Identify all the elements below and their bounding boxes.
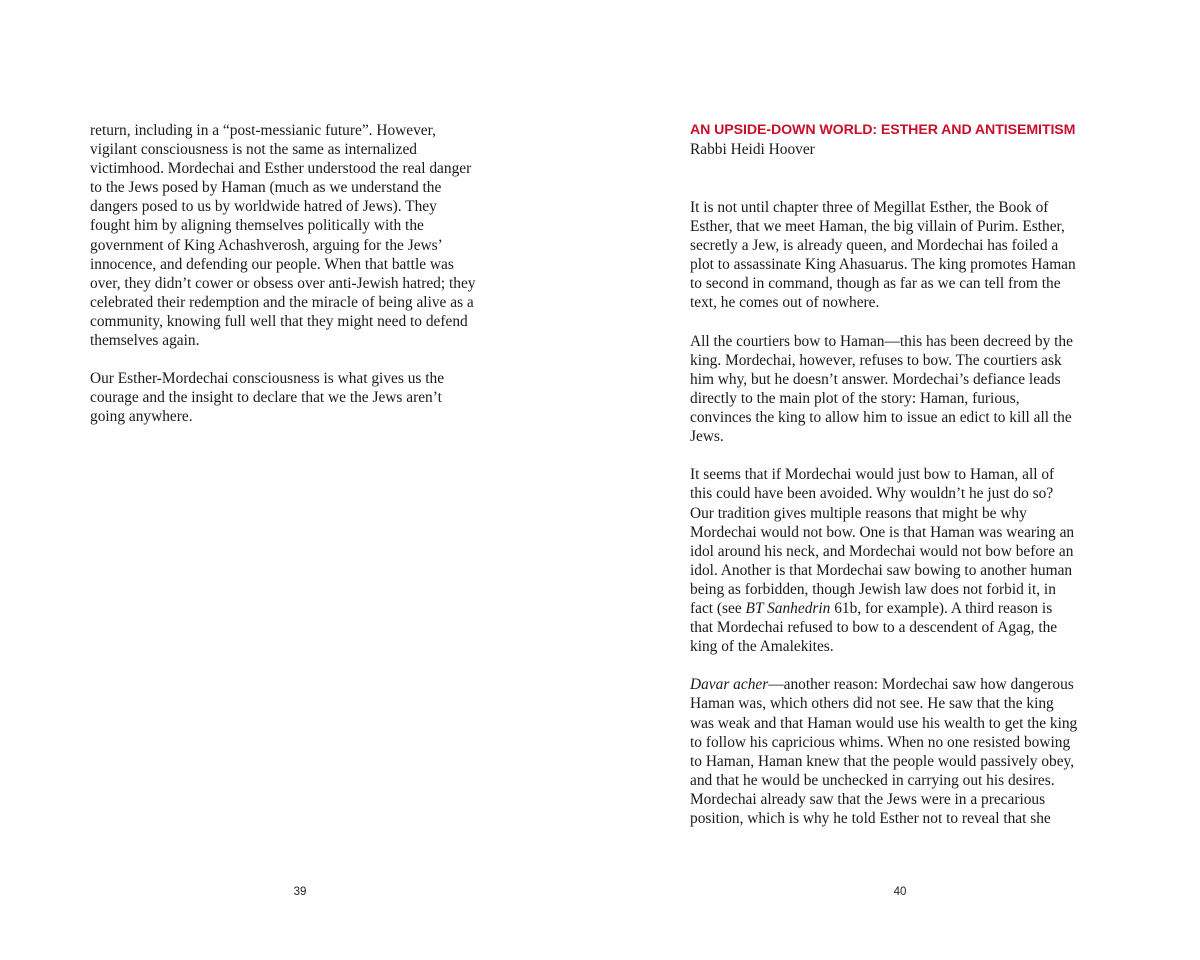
text-line: idol around his neck, and Mordechai would not bow before an: [690, 542, 1074, 560]
text-line: community, knowing full well that they might need to defend: [90, 312, 468, 330]
text-line: government of King Achashverosh, arguing for the Jews’: [90, 236, 443, 254]
text-line: innocence, and defending our people. When that battle was: [90, 255, 454, 273]
text-line: Our Esther-Mordechai consciousness is what gives us the: [90, 370, 445, 388]
left-paragraph-1: [90, 121, 520, 350]
citation-italic: BT Sanhedrin: [745, 599, 831, 617]
text-line: Haman was, which others did not see. He saw that the king: [690, 695, 1054, 713]
text-line: fought him by aligning themselves politically with the: [90, 217, 424, 235]
italic-term: Davar acher: [690, 676, 769, 694]
text-run: —another reason: Mordechai saw how dangerous: [768, 676, 1074, 694]
text-line: themselves again.: [90, 332, 200, 350]
text-line: Mordechai would not bow. One is that Haman was wearing an: [690, 523, 1075, 541]
text-line: Mordechai already saw that the Jews were in a precarious: [690, 790, 1046, 808]
text-run: 61b, for example). A third reason is: [830, 599, 1053, 617]
text-line: dangers posed to us by worldwide hatred of Jews). They: [90, 198, 437, 216]
text-line: celebrated their redemption and the miracle of being alive as a: [90, 293, 474, 311]
text-line-with-italic-term: [690, 675, 1120, 694]
text-line: idol. Another is that Mordechai saw bowing to another human: [690, 561, 1073, 579]
text-line: vigilant consciousness is not the same as internalized: [90, 141, 417, 159]
text-line: to Haman, Haman knew that the people would passively obey,: [690, 752, 1075, 770]
text-line: directly to the main plot of the story: Haman, furious,: [690, 389, 1020, 407]
text-line: courage and the insight to declare that we the Jews aren’t: [90, 389, 442, 407]
text-line: secretly a Jew, is already queen, and Mordechai has foiled a: [690, 237, 1059, 255]
right-page-body: [690, 198, 1120, 828]
text-line: It seems that if Mordechai would just bow to Haman, all of: [690, 466, 1055, 484]
text-line: All the courtiers bow to Haman—this has been decreed by the: [690, 332, 1073, 350]
text-line: and that he would be unchecked in carrying out his desires.: [690, 771, 1055, 789]
text-line: text, he comes out of nowhere.: [690, 294, 880, 312]
text-line: Esther, that we meet Haman, the big villain of Purim. Esther,: [690, 218, 1065, 236]
right-page: [600, 0, 1200, 960]
text-line: was weak and that Haman would use his wealth to get the king: [690, 714, 1078, 732]
page-number-right: 40: [893, 886, 907, 898]
article-author: Rabbi Heidi Hoover: [690, 141, 815, 159]
text-line: him why, but he doesn’t answer. Mordechai’s defiance leads: [690, 370, 1061, 388]
text-line: plot to assassinate King Ahasuarus. The king promotes Haman: [690, 256, 1076, 274]
text-line: to follow his capricious whims. When no one resisted bowing: [690, 733, 1071, 751]
left-page-body: [90, 121, 520, 427]
text-line: It is not until chapter three of Megillat Esther, the Book of: [690, 199, 1049, 216]
text-line: this could have been avoided. Why wouldn’t he just do so?: [690, 485, 1054, 503]
text-line: to second in command, though as far as we can tell from the: [690, 275, 1061, 293]
text-line: that Mordechai refused to bow to a descendent of Agag, the: [690, 619, 1058, 637]
text-line-with-citation: [690, 599, 1120, 618]
text-line: return, including in a “post-messianic future”. However,: [90, 122, 436, 139]
text-line: king. Mordechai, however, refuses to bow. The courtiers ask: [690, 351, 1062, 369]
article-title: AN UPSIDE-DOWN WORLD: ESTHER AND ANTISEMITISM: [690, 122, 1076, 138]
right-paragraph-3: [690, 465, 1120, 656]
text-line: convinces the king to allow him to issue an edict to kill all the: [690, 409, 1072, 427]
text-line: Our tradition gives multiple reasons that might be why: [690, 504, 1027, 522]
left-paragraph-2: [90, 369, 520, 426]
text-line: victimhood. Mordechai and Esther understood the real danger: [90, 160, 472, 178]
text-line: Jews.: [690, 428, 724, 446]
right-paragraph-1: [690, 198, 1120, 313]
page-number-left: 39: [293, 886, 307, 898]
article-header: [690, 121, 1130, 159]
text-run: fact (see: [690, 599, 746, 617]
text-line: to the Jews posed by Haman (much as we understand the: [90, 179, 442, 197]
text-line: king of the Amalekites.: [690, 638, 834, 656]
right-paragraph-4: [690, 675, 1120, 828]
text-line: going anywhere.: [90, 408, 193, 426]
text-line: being as forbidden, though Jewish law does not forbid it, in: [690, 580, 1056, 598]
text-line: over, they didn’t cower or obsess over anti-Jewish hatred; they: [90, 274, 476, 292]
right-paragraph-2: [690, 332, 1120, 447]
text-line: position, which is why he told Esther not to reveal that she: [690, 810, 1051, 827]
